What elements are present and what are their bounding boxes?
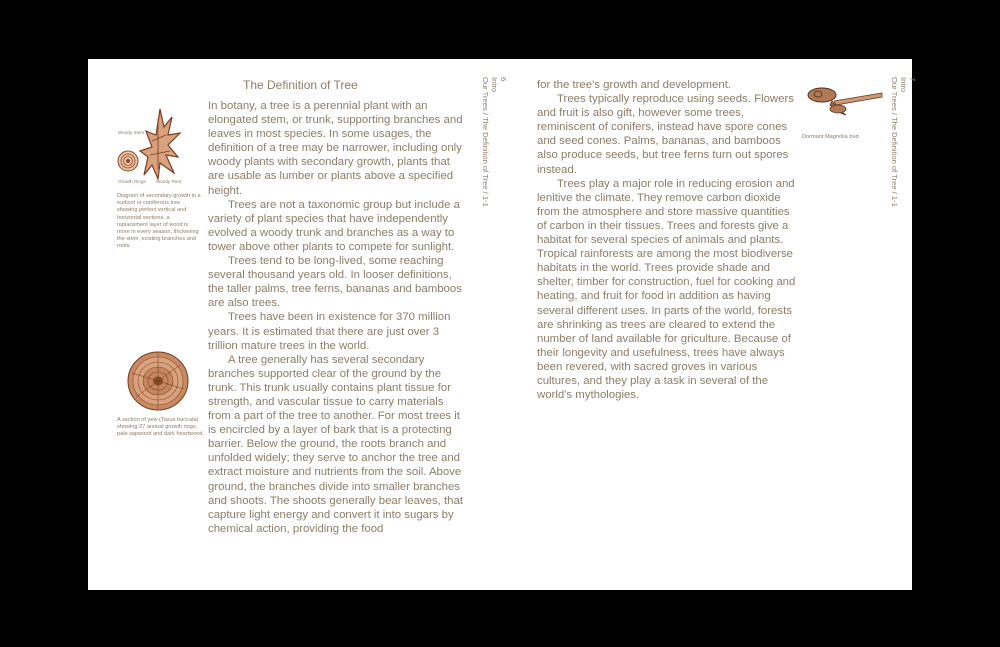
paragraph: for the tree's growth and development. [537, 79, 732, 91]
paragraph: A tree generally has several secondary branches supported clear of the ground by the trunk. This trunk usually contains plant tissue for strength, and vascular tissue to carry materials from a part of the tree to another. For most trees it is encircled by a layer of bark that is a protecting barrier. Below the ground, the roots branch and unfolded widely; they serve to anchor the tree and extract moisture and nutrients from the soil. Above ground, the branches divide into smaller branches and shoots. The shoots generally bear leaves, that capture light energy and convert it into sugars by chemical action, providing the food [208, 353, 463, 535]
page-number: 6 [499, 77, 508, 82]
figure1-caption: Diagram of secondary growth in a eudicot or coniferous tree showing perfect vertical and horizontal sections. a replacement layer of wood is more in every season, thickening the stem, existing branches and roots. [117, 193, 201, 250]
left-body-text [208, 99, 466, 536]
breadcrumb: Our Trees / The Definition of Tree / 1-1 [890, 77, 899, 207]
paragraph: Trees have been in existence for 370 million years. It is estimated that there are just over 3 trillion mature trees in the world. [208, 311, 451, 352]
figure2-caption: A section of yew (Taxus baccata) showing 27 annual growth rings, pale sapwood and dark heartwood. [117, 417, 205, 438]
magnolia-bud-illustration [804, 83, 884, 119]
secondary-growth-diagram [114, 105, 184, 185]
book-spread [88, 59, 917, 590]
paragraph: Trees tend to be long-lived, some reaching several thousand years old. In looser definitions, the taller palms, tree ferns, bananas and bamboos are also trees. [208, 255, 462, 310]
yew-section-illustration [126, 349, 190, 413]
left-page [88, 59, 508, 590]
label-woody-stem: Woody Stem [118, 130, 145, 135]
page-title: The Definition of Tree [243, 78, 358, 92]
right-body-text [537, 78, 797, 402]
paragraph: Trees are not a taxonomic group but include a variety of plant species that have independently evolved a woody trunk and branches as a way to tower above other plants to compete for sunlight. [208, 198, 460, 253]
woody-stem-illustration [140, 109, 180, 179]
paragraph: In botany, a tree is a perennial plant with an elongated stem, or trunk, supporting branches and leaves in most species. In some usages, the definition of a tree may be narrower, including only woody plants with secondary growth, plants that are usable as lumber or plants above a specified height. [208, 100, 463, 197]
growth-rings-illustration [118, 151, 138, 171]
section-label: Intro [490, 77, 499, 93]
paragraph: Trees play a major role in reducing erosion and lenitive the climate. They remove carbon dioxide from the atmosphere and store massive quantities of carbon in their tissues. Trees and forests give a habitat for several species of animals and plants. Tropical rainforests are among the most biodiverse habitats in the world. Trees provide shade and shelter, timber for construction, fuel for cooking and heating, and fruit for food in addition as having several different uses. In parts of the world, forests are shrinking as trees are cleared to extend the number of land available for griculture. Because of their longevity and usefulness, trees have always been revered, with sacred groves in various cultures, and they play a task in several of the world's mythologies. [537, 177, 796, 402]
right-running-header [890, 77, 917, 207]
section-label: Intro [899, 77, 908, 93]
page-number: 7 [908, 77, 917, 82]
label-woody-root: Woody Root [156, 179, 182, 184]
bud-caption: Dormant Magnolia bud [802, 134, 859, 140]
breadcrumb: Our Trees / The Definition of Tree / 1-1 [481, 77, 490, 207]
paragraph: Trees typically reproduce using seeds. Flowers and fruit is also gift, however some trees, reminiscent of conifers, instead have spore cones and seed cones. Palms, bananas, and bamboos also produce seeds, but tree ferns turn out spores instead. [537, 93, 794, 176]
label-growth-rings: Growth Rings [118, 179, 146, 184]
right-page [500, 59, 917, 590]
